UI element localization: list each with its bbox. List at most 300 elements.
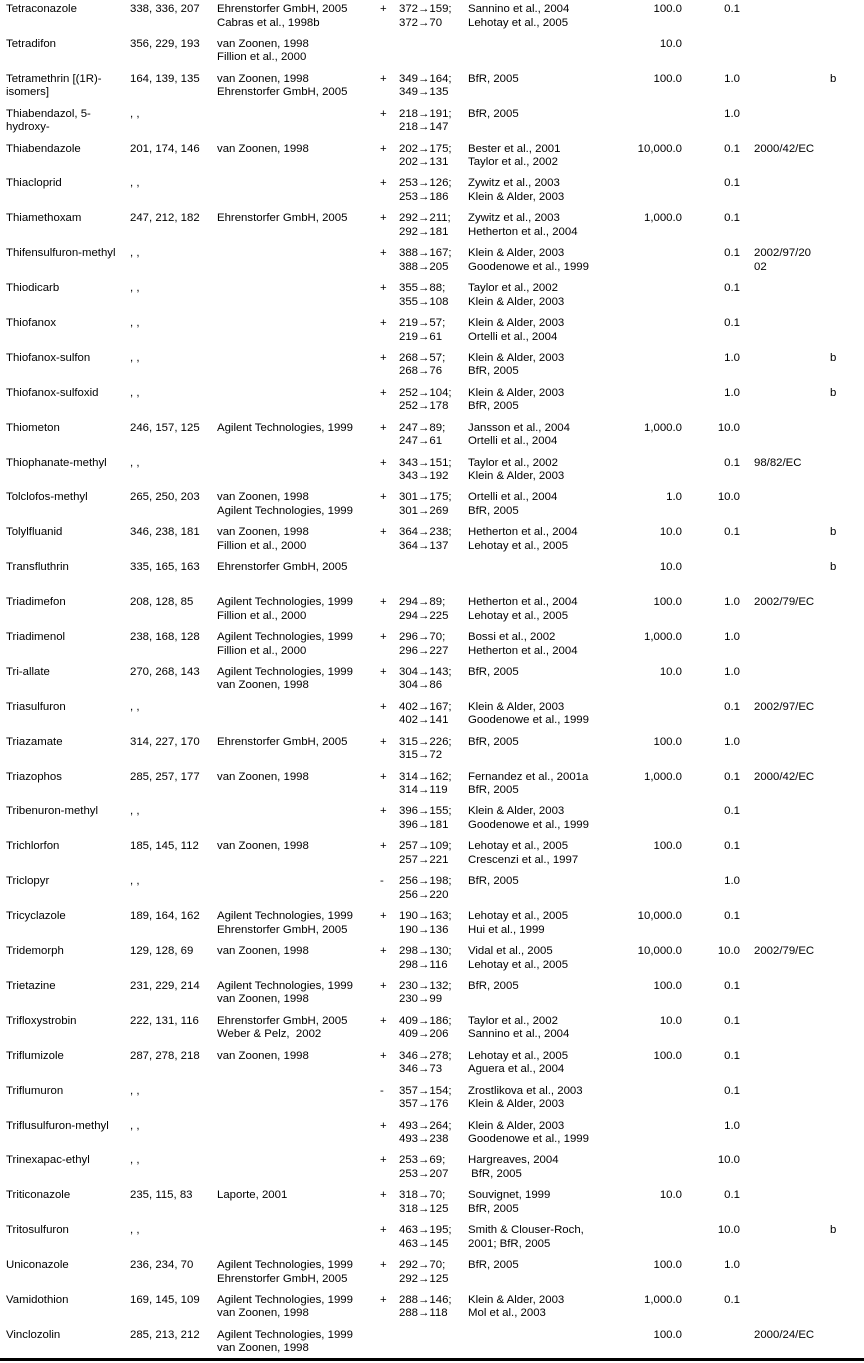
value-2: 1.0 [724, 386, 740, 399]
gc-ions: , , [130, 282, 140, 295]
ionization-mode: - [380, 1084, 384, 1097]
ionization-mode: + [380, 526, 387, 539]
lc-reference: Lehotay et al., 2005 Crescenzi et al., 1997 [468, 840, 579, 866]
ms-transitions: 294→89; 294→225 [399, 596, 449, 622]
ionization-mode: + [380, 770, 387, 783]
value-2: 1.0 [724, 1119, 740, 1132]
gc-reference: van Zoonen, 1998 [217, 1049, 309, 1062]
lc-reference: Zywitz et al., 2003 Hetherton et al., 2004 [468, 212, 578, 238]
eu-directive: 2002/97/EC [754, 700, 815, 713]
value-2: 1.0 [724, 735, 740, 748]
value-1: 100.0 [653, 596, 682, 609]
value-2: 0.1 [724, 1049, 740, 1062]
value-1: 1,000.0 [643, 421, 682, 434]
gc-reference: Laporte, 2001 [217, 1189, 288, 1202]
gc-ions: 129, 128, 69 [130, 945, 194, 958]
compound-name: Triazophos [6, 770, 62, 783]
ionization-mode: + [380, 351, 387, 364]
value-2: 10.0 [717, 1154, 740, 1167]
gc-ions: , , [130, 1224, 140, 1237]
compound-name: Thifensulfuron-methyl [6, 247, 116, 260]
gc-reference: Ehrenstorfer GmbH, 2005 [217, 212, 348, 225]
gc-ions: 265, 250, 203 [130, 491, 200, 504]
ms-transitions: 292→70; 292→125 [399, 1259, 449, 1285]
lc-reference: BfR, 2005 [468, 875, 519, 888]
gc-ions: , , [130, 805, 140, 818]
ionization-mode: + [380, 596, 387, 609]
lc-reference: Vidal et al., 2005 Lehotay et al., 2005 [468, 945, 569, 971]
table-row [0, 174, 864, 209]
ms-transitions: 364→238; 364→137 [399, 526, 452, 552]
ms-transitions: 257→109; 257→221 [399, 840, 452, 866]
value-1: 10.0 [659, 561, 682, 574]
gc-reference: Agilent Technologies, 1999 van Zoonen, 1998 [217, 979, 353, 1006]
value-2: 0.1 [724, 212, 740, 225]
value-1: 100.0 [653, 1259, 682, 1272]
value-2: 1.0 [724, 631, 740, 644]
table-row [0, 454, 864, 489]
compound-name: Thiofanox-sulfoxid [6, 386, 99, 399]
gc-ions: 287, 278, 218 [130, 1049, 200, 1062]
table-row [0, 1151, 864, 1186]
gc-ions: 285, 213, 212 [130, 1328, 200, 1341]
value-2: 0.1 [724, 770, 740, 783]
table-bottom-rule [0, 1358, 864, 1361]
compound-name: Transfluthrin [6, 561, 69, 574]
gc-reference: Ehrenstorfer GmbH, 2005 [217, 561, 348, 574]
compound-name: Uniconazole [6, 1259, 69, 1272]
table-row [0, 872, 864, 907]
table-row [0, 1326, 864, 1361]
lc-reference: Klein & Alder, 2003 BfR, 2005 [468, 386, 565, 413]
value-2: 0.1 [724, 979, 740, 992]
table-row [0, 558, 864, 593]
gc-ions: 247, 212, 182 [130, 212, 200, 225]
gc-reference: van Zoonen, 1998 [217, 770, 309, 783]
table-row [0, 0, 864, 35]
eu-directive: 2000/24/EC [754, 1328, 815, 1341]
gc-ions: , , [130, 351, 140, 364]
compound-name: Triticonazole [6, 1189, 71, 1202]
value-2: 1.0 [724, 875, 740, 888]
compound-name: Triadimefon [6, 596, 66, 609]
footnote: b [830, 72, 837, 85]
value-2: 10.0 [717, 1224, 740, 1237]
compound-name: Thiofanox [6, 317, 57, 330]
table-row [0, 1012, 864, 1047]
gc-ions: 270, 268, 143 [130, 665, 200, 678]
table-row [0, 977, 864, 1012]
value-1: 10.0 [659, 1014, 682, 1027]
gc-reference: Agilent Technologies, 1999 van Zoonen, 1998 [217, 1293, 353, 1320]
eu-directive: 2000/42/EC [754, 770, 815, 783]
table-row [0, 698, 864, 733]
ionization-mode: + [380, 177, 387, 190]
compound-name: Tolclofos-methyl [6, 491, 88, 504]
ms-transitions: 301→175; 301→269 [399, 491, 452, 517]
lc-reference: Smith & Clouser-Roch, 2001; BfR, 2005 [468, 1224, 584, 1250]
gc-ions: 231, 229, 214 [130, 979, 200, 992]
gc-ions: 338, 336, 207 [130, 3, 200, 15]
ionization-mode: + [380, 72, 387, 85]
ms-transitions: 268→57; 268→76 [399, 351, 446, 378]
compound-name: Tolylfluanid [6, 526, 63, 539]
gc-ions: 208, 128, 85 [130, 596, 194, 609]
lc-reference: Klein & Alder, 2003 Goodenowe et al., 1999 [468, 805, 589, 831]
value-2: 0.1 [724, 1189, 740, 1202]
compound-name: Triclopyr [6, 875, 50, 888]
table-row [0, 593, 864, 628]
ms-transitions: 318→70; 318→125 [399, 1189, 449, 1215]
gc-ions: 285, 257, 177 [130, 770, 200, 783]
gc-ions: , , [130, 875, 140, 888]
compound-name: Thiophanate-methyl [6, 456, 107, 469]
gc-ions: 164, 139, 135 [130, 72, 200, 85]
value-2: 0.1 [724, 1293, 740, 1306]
compound-name: Thiamethoxam [6, 212, 82, 225]
lc-reference: Hetherton et al., 2004 Lehotay et al., 2005 [468, 596, 578, 622]
gc-reference: van Zoonen, 1998 Agilent Technologies, 1999 [217, 491, 353, 517]
ionization-mode: + [380, 945, 387, 958]
eu-directive: 2002/79/EC [754, 945, 815, 958]
gc-reference: Agilent Technologies, 1999 Ehrenstorfer GmbH, 2005 [217, 1259, 353, 1285]
value-1: 1,000.0 [643, 212, 682, 225]
table-row [0, 1117, 864, 1152]
compound-name: Triasulfuron [6, 700, 66, 713]
ms-transitions: 463→195; 463→145 [399, 1224, 452, 1250]
table-row [0, 35, 864, 70]
value-1: 100.0 [653, 840, 682, 853]
gc-ions: 201, 174, 146 [130, 142, 200, 155]
ionization-mode: + [380, 1293, 387, 1306]
gc-ions: , , [130, 247, 140, 260]
ionization-mode: + [380, 107, 387, 120]
ms-transitions: 219→57; 219→61 [399, 317, 446, 343]
lc-reference: Souvignet, 1999 BfR, 2005 [468, 1189, 551, 1215]
ionization-mode: + [380, 1049, 387, 1062]
value-1: 10.0 [659, 1189, 682, 1202]
lc-reference: Klein & Alder, 2003 Goodenowe et al., 1999 [468, 247, 589, 273]
ms-transitions: 396→155; 396→181 [399, 805, 452, 831]
ms-transitions: 288→146; 288→118 [399, 1293, 452, 1320]
table-row [0, 523, 864, 558]
lc-reference: Klein & Alder, 2003 Goodenowe et al., 1999 [468, 700, 589, 727]
lc-reference: Hetherton et al., 2004 Lehotay et al., 2005 [468, 526, 578, 552]
gc-ions: 335, 165, 163 [130, 561, 200, 574]
table-row [0, 837, 864, 872]
gc-ions: , , [130, 107, 140, 120]
value-2: 1.0 [724, 596, 740, 609]
value-2: 0.1 [724, 317, 740, 330]
gc-reference: Agilent Technologies, 1999 van Zoonen, 1998 [217, 1328, 353, 1355]
ms-transitions: 247→89; 247→61 [399, 421, 446, 448]
gc-reference: van Zoonen, 1998 Fillion et al., 2000 [217, 37, 309, 64]
lc-reference: Lehotay et al., 2005 Aguera et al., 2004 [468, 1049, 569, 1076]
table-row [0, 907, 864, 942]
ionization-mode: - [380, 875, 384, 888]
lc-reference: Hargreaves, 2004 BfR, 2005 [468, 1154, 559, 1180]
ms-transitions: 315→226; 315→72 [399, 735, 452, 762]
value-1: 100.0 [653, 1049, 682, 1062]
gc-ions: 246, 157, 125 [130, 421, 200, 434]
gc-ions: , , [130, 317, 140, 330]
value-2: 0.1 [724, 247, 740, 260]
gc-reference: van Zoonen, 1998 Ehrenstorfer GmbH, 2005 [217, 72, 348, 99]
lc-reference: Jansson et al., 2004 Ortelli et al., 2004 [468, 421, 570, 448]
ms-transitions: 296→70; 296→227 [399, 631, 449, 657]
table-row [0, 1221, 864, 1256]
value-2: 0.1 [724, 526, 740, 539]
compound-name: Triflumuron [6, 1084, 64, 1097]
compound-name: Vinclozolin [6, 1328, 61, 1341]
lc-reference: BfR, 2005 [468, 107, 519, 120]
compound-name: Thiabendazol, 5-hydroxy- [6, 107, 91, 134]
ms-transitions: 388→167; 388→205 [399, 247, 452, 273]
lc-reference: Zrostlikova et al., 2003 Klein & Alder, 2003 [468, 1084, 583, 1111]
ionization-mode: + [380, 247, 387, 260]
compound-name: Thiofanox-sulfon [6, 351, 91, 364]
table-row [0, 384, 864, 419]
value-1: 10,000.0 [637, 142, 682, 155]
value-2: 0.1 [724, 700, 740, 713]
table-row [0, 105, 864, 140]
compound-name: Tricyclazole [6, 910, 66, 923]
lc-reference: Klein & Alder, 2003 Ortelli et al., 2004 [468, 317, 565, 343]
table-row [0, 349, 864, 384]
value-1: 100.0 [653, 735, 682, 748]
lc-reference: Fernandez et al., 2001a BfR, 2005 [468, 770, 589, 797]
lc-reference: BfR, 2005 [468, 735, 519, 748]
table-row [0, 802, 864, 837]
table-row [0, 1047, 864, 1082]
lc-reference: Taylor et al., 2002 Klein & Alder, 2003 [468, 282, 565, 308]
value-2: 1.0 [724, 665, 740, 678]
compound-name: Triazamate [6, 735, 63, 748]
ionization-mode: + [380, 1119, 387, 1132]
lc-reference: Zywitz et al., 2003 Klein & Alder, 2003 [468, 177, 565, 203]
value-2: 0.1 [724, 1014, 740, 1027]
value-1: 1,000.0 [643, 770, 682, 783]
value-1: 10,000.0 [637, 910, 682, 923]
ionization-mode: + [380, 3, 387, 15]
ionization-mode: + [380, 910, 387, 923]
ionization-mode: + [380, 421, 387, 434]
ms-transitions: 314→162; 314→119 [399, 770, 452, 797]
gc-reference: van Zoonen, 1998 Fillion et al., 2000 [217, 526, 309, 552]
ms-transitions: 253→69; 253→207 [399, 1154, 449, 1180]
gc-ions: , , [130, 386, 140, 399]
value-2: 0.1 [724, 456, 740, 469]
gc-reference: van Zoonen, 1998 [217, 945, 309, 958]
table-row [0, 70, 864, 105]
compound-name: Triflumizole [6, 1049, 64, 1062]
ms-transitions: 256→198; 256→220 [399, 875, 452, 901]
footnote: b [830, 526, 837, 539]
ms-transitions: 343→151; 343→192 [399, 456, 452, 483]
value-2: 10.0 [717, 491, 740, 504]
ms-transitions: 346→278; 346→73 [399, 1049, 452, 1076]
gc-ions: 346, 238, 181 [130, 526, 200, 539]
table-row [0, 244, 864, 279]
lc-reference: Klein & Alder, 2003 BfR, 2005 [468, 351, 565, 378]
table-row [0, 1256, 864, 1291]
compound-name: Vamidothion [6, 1293, 69, 1306]
compound-name: Thiabendazole [6, 142, 81, 155]
value-2: 1.0 [724, 351, 740, 364]
gc-reference: Agilent Technologies, 1999 Ehrenstorfer GmbH, 2005 [217, 910, 353, 936]
ionization-mode: + [380, 631, 387, 644]
value-2: 0.1 [724, 910, 740, 923]
ionization-mode: + [380, 735, 387, 748]
ionization-mode: + [380, 979, 387, 992]
value-2: 0.1 [724, 3, 740, 15]
gc-ions: 185, 145, 112 [130, 840, 199, 853]
lc-reference: Klein & Alder, 2003 Mol et al., 2003 [468, 1293, 565, 1320]
value-2: 10.0 [717, 945, 740, 958]
ionization-mode: + [380, 700, 387, 713]
lc-reference: BfR, 2005 [468, 979, 519, 992]
gc-reference: Ehrenstorfer GmbH, 2005 Weber & Pelz, 2002 [217, 1014, 348, 1041]
compound-name: Trietazine [6, 979, 56, 992]
compound-name: Tetradifon [6, 37, 57, 50]
ms-transitions: 304→143; 304→86 [399, 665, 452, 692]
lc-reference: BfR, 2005 [468, 1259, 519, 1272]
lc-reference: Ortelli et al., 2004 BfR, 2005 [468, 491, 558, 517]
value-1: 10.0 [659, 37, 682, 50]
table-row [0, 1291, 864, 1326]
value-2: 1.0 [724, 72, 740, 85]
ionization-mode: + [380, 1189, 387, 1202]
ionization-mode: + [380, 212, 387, 225]
ms-transitions: 202→175; 202→131 [399, 142, 452, 169]
value-1: 10.0 [659, 665, 682, 678]
lc-reference: Lehotay et al., 2005 Hui et al., 1999 [468, 910, 569, 936]
lc-reference: Bester et al., 2001 Taylor et al., 2002 [468, 142, 561, 169]
table-row [0, 768, 864, 803]
ionization-mode: + [380, 456, 387, 469]
value-1: 10,000.0 [637, 945, 682, 958]
gc-reference: Agilent Technologies, 1999 [217, 421, 353, 434]
gc-ions: , , [130, 1154, 140, 1167]
value-1: 1,000.0 [643, 1293, 682, 1306]
gc-ions: 356, 229, 193 [130, 37, 200, 50]
ionization-mode: + [380, 805, 387, 818]
ms-transitions: 493→264; 493→238 [399, 1119, 452, 1145]
value-2: 0.1 [724, 805, 740, 818]
ionization-mode: + [380, 386, 387, 399]
ms-transitions: 409→186; 409→206 [399, 1014, 452, 1041]
eu-directive: 98/82/EC [754, 456, 802, 469]
lc-reference: Bossi et al., 2002 Hetherton et al., 2004 [468, 631, 578, 657]
value-2: 0.1 [724, 177, 740, 190]
eu-directive: 2002/79/EC [754, 596, 815, 609]
compound-name: Thiodicarb [6, 282, 60, 295]
value-1: 1,000.0 [643, 631, 682, 644]
table-row [0, 279, 864, 314]
table-row [0, 488, 864, 523]
value-1: 100.0 [653, 72, 682, 85]
gc-ions: , , [130, 1084, 140, 1097]
ms-transitions: 190→163; 190→136 [399, 910, 452, 936]
value-1: 1.0 [666, 491, 682, 504]
compound-name: Triflusulfuron-methyl [6, 1119, 109, 1132]
gc-reference: van Zoonen, 1998 [217, 840, 309, 853]
value-1: 100.0 [653, 979, 682, 992]
compound-name: Tri-allate [6, 665, 50, 678]
table-row [0, 419, 864, 454]
gc-reference: Ehrenstorfer GmbH, 2005 Cabras et al., 1998b [217, 3, 348, 29]
table-row [0, 942, 864, 977]
value-1: 100.0 [653, 3, 682, 15]
gc-ions: 189, 164, 162 [130, 910, 200, 923]
gc-reference: Agilent Technologies, 1999 van Zoonen, 1998 [217, 665, 353, 692]
gc-ions: 238, 168, 128 [130, 631, 200, 644]
lc-reference: Sannino et al., 2004 Lehotay et al., 2005 [468, 3, 570, 29]
ms-transitions: 372→159; 372→70 [399, 3, 452, 29]
compound-name: Tetramethrin [(1R)-isomers] [6, 72, 102, 99]
table-row [0, 140, 864, 175]
eu-directive: 2000/42/EC [754, 142, 815, 155]
value-2: 1.0 [724, 107, 740, 120]
ms-transitions: 292→211; 292→181 [399, 212, 451, 238]
table-row [0, 314, 864, 349]
gc-ions: 222, 131, 116 [130, 1014, 199, 1027]
gc-reference: Agilent Technologies, 1999 Fillion et al., 2000 [217, 596, 353, 622]
compound-name: Tritosulfuron [6, 1224, 69, 1237]
ionization-mode: + [380, 317, 387, 330]
table-row [0, 733, 864, 768]
gc-ions: 236, 234, 70 [130, 1259, 194, 1272]
gc-ions: , , [130, 177, 140, 190]
gc-reference: van Zoonen, 1998 [217, 142, 309, 155]
gc-reference: Agilent Technologies, 1999 Fillion et al., 2000 [217, 631, 353, 657]
eu-directive: 2002/97/20 02 [754, 247, 812, 273]
ms-transitions: 349→164; 349→135 [399, 72, 452, 99]
table-row [0, 628, 864, 663]
compound-name: Trifloxystrobin [6, 1014, 77, 1027]
gc-ions: 314, 227, 170 [130, 735, 200, 748]
lc-reference: BfR, 2005 [468, 72, 519, 85]
value-2: 10.0 [717, 421, 740, 434]
ionization-mode: + [380, 491, 387, 504]
ionization-mode: + [380, 1014, 387, 1027]
lc-reference: Taylor et al., 2002 Klein & Alder, 2003 [468, 456, 565, 483]
compound-name: Tribenuron-methyl [6, 805, 99, 818]
ms-transitions: 230→132; 230→99 [399, 979, 452, 1006]
gc-reference: Ehrenstorfer GmbH, 2005 [217, 735, 348, 748]
compound-name: Tetraconazole [6, 3, 77, 15]
value-1: 10.0 [659, 526, 682, 539]
value-2: 0.1 [724, 1084, 740, 1097]
table-row [0, 1186, 864, 1221]
ms-transitions: 402→167; 402→141 [399, 700, 452, 727]
compound-name: Triadimenol [6, 631, 66, 644]
ms-transitions: 357→154; 357→176 [399, 1084, 452, 1111]
ionization-mode: + [380, 840, 387, 853]
ms-transitions: 298→130; 298→116 [399, 945, 452, 971]
value-2: 0.1 [724, 840, 740, 853]
lc-reference: BfR, 2005 [468, 665, 519, 678]
gc-ions: , , [130, 700, 140, 713]
lc-reference: Klein & Alder, 2003 Goodenowe et al., 1999 [468, 1119, 589, 1145]
value-1: 100.0 [653, 1328, 682, 1341]
compound-name: Thiacloprid [6, 177, 62, 190]
gc-ions: 169, 145, 109 [130, 1293, 200, 1306]
table-row [0, 1082, 864, 1117]
gc-ions: , , [130, 1119, 140, 1132]
gc-ions: , , [130, 456, 140, 469]
ionization-mode: + [380, 142, 387, 155]
